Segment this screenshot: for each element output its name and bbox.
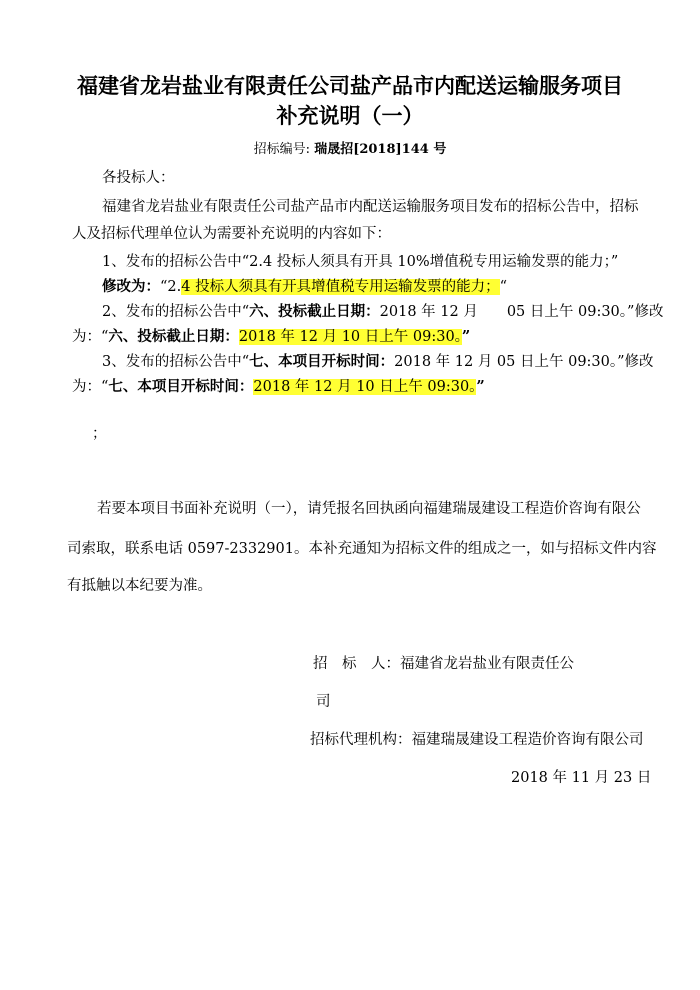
- item3-modification: [72, 375, 485, 396]
- tenderer-value: 福建省龙岩盐业有限责任公: [400, 656, 574, 672]
- tender-code-value: 瑞晟招[2018]144 号: [314, 142, 447, 157]
- stray-semicolon: ；: [92, 426, 107, 442]
- tender-code: [0, 138, 700, 157]
- item2-modification: [72, 325, 470, 346]
- item3-mod-close: ”: [476, 378, 485, 395]
- signing-date: 2018 年 11 月 23 日: [511, 770, 652, 786]
- item3-mod-a: 为：“: [72, 379, 109, 395]
- item1-mod-label: 修改为：: [102, 278, 160, 295]
- agency-value: 福建瑞晟建设工程造价咨询有限公司: [411, 732, 644, 748]
- doc-title-line2: 补充说明（一）: [276, 104, 424, 128]
- tender-code-label: 招标编号:: [253, 142, 311, 157]
- intro-line1: 福建省龙岩盐业有限责任公司盐产品市内配送运输服务项目发布的招标公告中，招标: [102, 199, 639, 215]
- tenderer-label: 招 标 人：: [313, 656, 400, 672]
- tenderer-value-line2: 司: [316, 694, 331, 710]
- item1-modification: [102, 275, 507, 296]
- item3-line-b: 七、本项目开标时间：: [249, 353, 395, 370]
- item2-mod-b: 六、投标截止日期：: [108, 328, 239, 345]
- item2-mod-a: 为：“: [72, 329, 109, 345]
- item2-mod-close: ”: [461, 328, 471, 345]
- item2-line-c: 2018 年 12 月 05 日上午 09:30。”修改: [379, 304, 664, 320]
- greeting: 各投标人：: [102, 170, 175, 186]
- item1-original: 1、发布的招标公告中“2.4 投标人须具有开具 10%增值税专用运输发票的能力；”: [102, 254, 619, 270]
- item2-line-a: 2、发布的招标公告中“: [102, 304, 250, 320]
- item1-mod-highlight: 4 投标人须具有开具增值税专用运输发票的能力；: [181, 279, 500, 295]
- agency-line: [310, 728, 644, 749]
- item3-line-c: 2018 年 12 月 05 日上午 09:30。”修改: [394, 354, 654, 370]
- intro-line2: 人及招标代理单位认为需要补充说明的内容如下：: [72, 226, 391, 242]
- item1-mod-open: “2.: [160, 279, 182, 295]
- note-line3: 有抵触以本纪要为准。: [67, 578, 212, 594]
- agency-label: 招标代理机构：: [310, 732, 412, 748]
- item2-line-b: 六、投标截止日期：: [249, 303, 380, 320]
- item3-mod-b: 七、本项目开标时间：: [108, 378, 254, 395]
- item3-mod-highlight: 2018 年 12 月 10 日上午 09:30。: [253, 379, 477, 395]
- item2-original: [102, 300, 663, 321]
- tenderer-line: [313, 652, 574, 673]
- doc-title-line1: 福建省龙岩盐业有限责任公司盐产品市内配送运输服务项目: [77, 74, 623, 98]
- item1-mod-close: “: [499, 279, 508, 295]
- item3-original: [102, 350, 654, 371]
- item3-line-a: 3、发布的招标公告中“: [102, 354, 250, 370]
- item2-mod-highlight: 2018 年 12 月 10 日上午 09:30。: [238, 329, 462, 345]
- note-line2: 司索取，联系电话 0597-2332901。本补充通知为招标文件的组成之一，如与招标文件内容: [67, 541, 657, 557]
- note-line1: 若要本项目书面补充说明（一），请凭报名回执函向福建瑞晟建设工程造价咨询有限公: [97, 501, 641, 517]
